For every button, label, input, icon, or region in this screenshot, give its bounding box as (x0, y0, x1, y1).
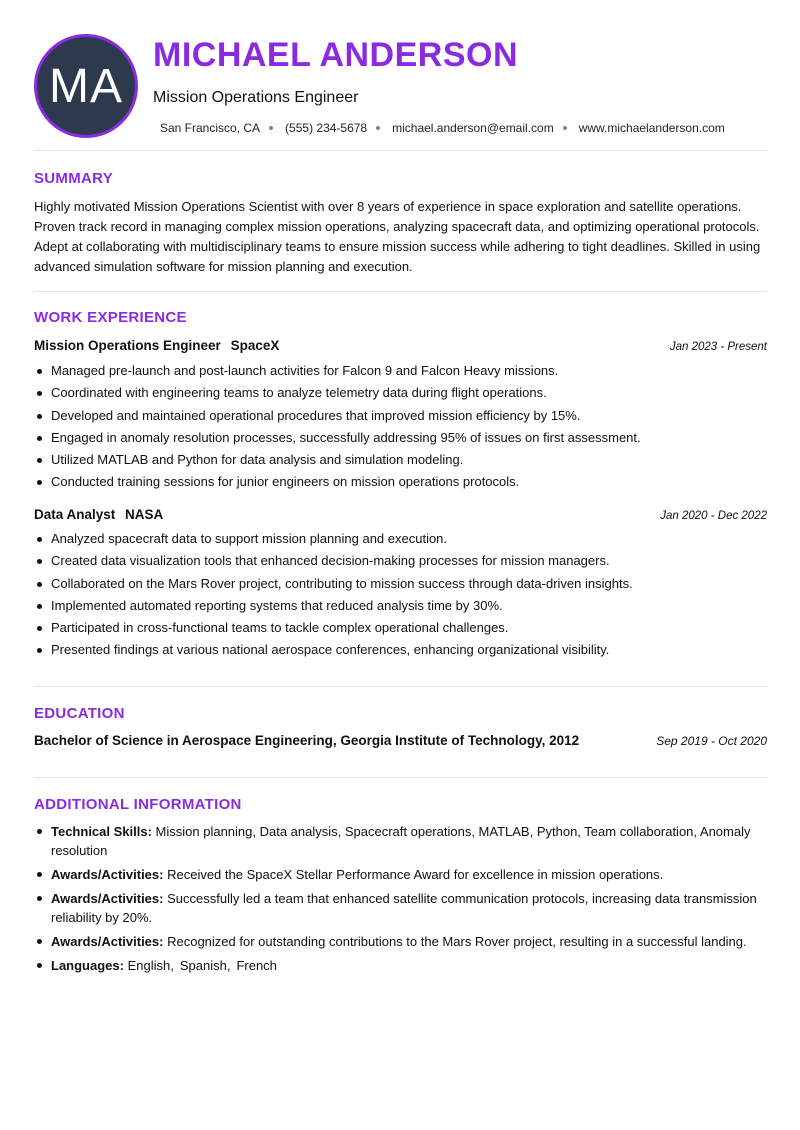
additional-info-heading: ADDITIONAL INFORMATION (34, 796, 242, 813)
education-degree: Bachelor of Science in Aerospace Engineering, Georgia Institute of Technology, 2012 (34, 733, 580, 748)
job-role: Mission Operations Engineer (34, 338, 221, 353)
contact-email[interactable]: michael.anderson@email.com (392, 121, 554, 135)
avatar-initials: MA (49, 59, 123, 113)
job-company: SpaceX (230, 338, 280, 353)
contact-website[interactable]: www.michaelanderson.com (578, 121, 725, 135)
job-header (34, 338, 767, 353)
divider (34, 291, 767, 292)
list-item: Conducted training sessions for junior engineers on mission operations protocols. (34, 471, 769, 493)
language-item: French (236, 958, 277, 973)
work-experience-heading: WORK EXPERIENCE (34, 309, 187, 326)
list-item (34, 889, 769, 927)
list-item: Developed and maintained operational procedures that improved mission efficiency by 15%. (34, 405, 769, 427)
list-item: Analyzed spacecraft data to support mission planning and execution. (34, 528, 769, 550)
education-heading: EDUCATION (34, 705, 125, 722)
contact-location: San Francisco, CA (160, 121, 261, 135)
list-item: Implemented automated reporting systems that reduced analysis time by 30%. (34, 595, 769, 617)
list-item (34, 865, 769, 884)
summary-heading: SUMMARY (34, 170, 114, 187)
list-item: Managed pre-launch and post-launch activities for Falcon 9 and Falcon Heavy missions. (34, 360, 769, 382)
candidate-name: MICHAEL ANDERSON (153, 36, 519, 74)
info-label: Awards/Activities: (51, 891, 164, 906)
languages-label: Languages: (51, 958, 124, 973)
job-bullets (34, 528, 769, 662)
divider (34, 777, 767, 778)
list-item: Participated in cross-functional teams to tackle complex operational challenges. (34, 617, 769, 639)
info-label: Awards/Activities: (51, 867, 164, 882)
divider (34, 686, 767, 687)
list-item (34, 956, 769, 975)
language-item: Spanish, (179, 958, 231, 973)
info-label: Awards/Activities: (51, 934, 164, 949)
summary-text: Highly motivated Mission Operations Scientist with over 8 years of experience in space exploration and satellite operations. Proven track record in managing complex mission operations, analyzing spacecraft data, and optimizing operational protocols. Adept at collaborating with multidisciplinary teams to ensure mission success while adhering to tight deadlines. Skilled in using advanced simulation software for mission planning and execution. (34, 199, 761, 274)
job-header (34, 507, 767, 522)
info-text: Recognized for outstanding contributions to the Mars Rover project, resulting in a successful landing. (167, 934, 747, 949)
list-item: Collaborated on the Mars Rover project, contributing to mission success through data-driven insights. (34, 573, 769, 595)
education-date: Sep 2019 - Oct 2020 (656, 734, 767, 748)
candidate-title: Mission Operations Engineer (153, 89, 359, 106)
separator-dot (269, 126, 273, 130)
info-label: Technical Skills: (51, 824, 152, 839)
avatar (34, 34, 138, 138)
contact-line (160, 121, 725, 135)
list-item: Utilized MATLAB and Python for data analysis and simulation modeling. (34, 449, 769, 471)
contact-phone: (555) 234-5678 (285, 121, 368, 135)
additional-info-list (34, 822, 769, 980)
separator-dot (563, 126, 567, 130)
list-item (34, 932, 769, 951)
separator-dot (376, 126, 380, 130)
job-bullets (34, 360, 769, 494)
info-text: Received the SpaceX Stellar Performance Award for excellence in mission operations. (167, 867, 664, 882)
info-text: Successfully led a team that enhanced satellite communication protocols, increasing data transmission reliability by 20%. (51, 891, 757, 925)
language-item: English, (127, 958, 174, 973)
education-entry (34, 733, 767, 748)
job-date: Jan 2023 - Present (669, 341, 767, 353)
list-item (34, 822, 769, 860)
list-item: Created data visualization tools that enhanced decision-making processes for mission managers. (34, 550, 769, 572)
list-item: Coordinated with engineering teams to analyze telemetry data during flight operations. (34, 382, 769, 404)
job-role: Data Analyst (34, 507, 116, 522)
list-item: Presented findings at various national aerospace conferences, enhancing organizational visibility. (34, 639, 769, 661)
job-company: NASA (125, 507, 164, 522)
job-date: Jan 2020 - Dec 2022 (660, 510, 767, 522)
divider (34, 150, 767, 151)
info-text: Mission planning, Data analysis, Spacecraft operations, MATLAB, Python, Team collaboration, Anomaly resolution (51, 824, 751, 858)
list-item: Engaged in anomaly resolution processes, successfully addressing 95% of issues on first assessment. (34, 427, 769, 449)
